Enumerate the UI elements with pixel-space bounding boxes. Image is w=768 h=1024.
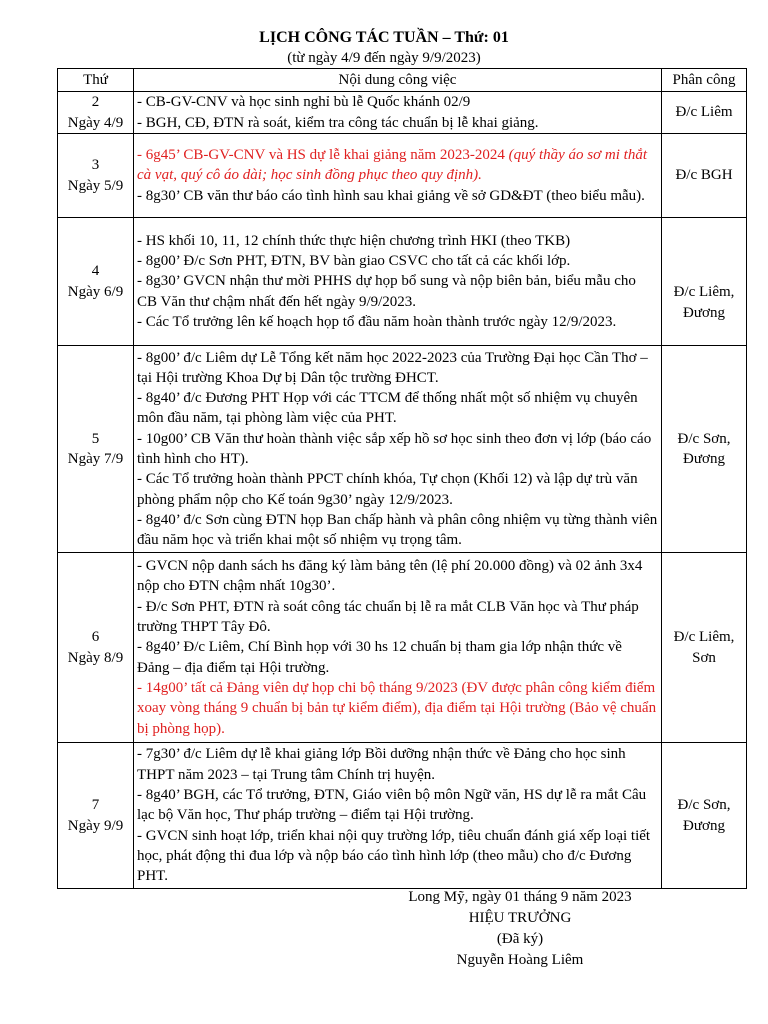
content-cell	[134, 346, 662, 553]
table-row	[58, 218, 747, 346]
table-row	[58, 134, 747, 218]
highlighted-task-note: (quý thầy áo sơ mi thắt cà vạt, quý cô áo dài; học sinh đồng phục theo quy định).	[137, 147, 647, 184]
content-cell	[134, 92, 662, 134]
assign-cell	[662, 743, 747, 889]
assign-cell	[662, 553, 747, 743]
day-cell	[58, 553, 134, 743]
signature-block	[380, 887, 660, 971]
table-header-row	[58, 69, 747, 92]
highlighted-task-item	[137, 145, 658, 186]
assignee: Đương	[683, 451, 725, 467]
weekday-number: 6	[91, 629, 100, 646]
task-item: - Đ/c Sơn PHT, ĐTN rà soát công tác chuẩn bị lễ ra mắt CLB Văn học và Thư pháp trường THPT Tây Đô.	[137, 598, 639, 636]
task-item: - Các Tổ trưởng lên kế hoạch họp tổ đầu năm hoàn thành trước ngày 12/9/2023.	[137, 313, 617, 330]
highlighted-task-text: - 6g45’ CB-GV-CNV và HS dự lễ khai giảng năm 2023-2024	[137, 147, 509, 164]
assignee: Đương	[683, 304, 725, 321]
header-day: Thứ	[58, 69, 134, 92]
highlighted-task-item: - 14g00’ tất cả Đảng viên dự họp chi bộ tháng 9/2023 (ĐV được phân công kiểm điểm xoay vòng tháng 9 chuẩn bị bản tự kiểm điểm), địa điểm tại Hội trường (Bảo vệ chuẩn bị phòng họp).	[137, 679, 657, 737]
header-assign: Phân công	[662, 69, 747, 92]
assign-cell	[662, 218, 747, 346]
task-item: - BGH, CĐ, ĐTN rà soát, kiểm tra công tác chuẩn bị lễ khai giảng.	[137, 114, 539, 131]
table-row	[58, 346, 747, 553]
task-item: - 8g40’ đ/c Đương PHT Họp với các TTCM để thống nhất một số nhiệm vụ chuyên môn đầu năm, tại phòng làm việc của PHT.	[137, 390, 638, 427]
assignee: Đ/c BGH	[675, 167, 733, 184]
day-cell	[58, 346, 134, 553]
task-item: - 7g30’ đ/c Liêm dự lễ khai giảng lớp Bồi dưỡng nhận thức về Đảng cho học sinh THPT năm 2023 – tại Trung tâm Chính trị huyện.	[137, 746, 626, 783]
assignee: Đ/c Liêm,	[673, 629, 735, 646]
assignee: Sơn	[692, 649, 716, 666]
document-title: LỊCH CÔNG TÁC TUẦN – Thứ: 01	[259, 29, 509, 46]
content-cell	[134, 553, 662, 743]
assign-cell	[662, 346, 747, 553]
task-item: - 8g00’ đ/c Liêm dự Lễ Tổng kết năm học 2022-2023 của Trường Đại học Cần Thơ – tại Hội trường Khoa Dự bị Dân tộc trường ĐHCT.	[137, 349, 648, 386]
day-date: Ngày 4/9	[67, 114, 124, 131]
task-item: - HS khối 10, 11, 12 chính thức thực hiện chương trình HKI (theo TKB)	[137, 232, 571, 249]
assign-cell	[662, 92, 747, 134]
assignee: Đ/c Liêm	[675, 104, 733, 121]
place-date: Long Mỹ, ngày 01 tháng 9 năm 2023	[408, 889, 632, 905]
day-date: Ngày 6/9	[67, 283, 124, 300]
weekday-number: 2	[91, 94, 100, 111]
task-item: - 8g00’ Đ/c Sơn PHT, ĐTN, BV bàn giao CSVC cho tất cả các khối lớp.	[137, 253, 571, 270]
day-cell	[58, 218, 134, 346]
assignee: Đương	[683, 817, 725, 834]
weekday-number: 5	[91, 430, 100, 447]
task-item: - CB-GV-CNV và học sinh nghỉ bù lễ Quốc khánh 02/9	[137, 94, 471, 111]
day-date: Ngày 9/9	[67, 817, 124, 834]
table-row	[58, 92, 747, 134]
signer-position: HIỆU TRƯỞNG	[468, 910, 572, 926]
table-row	[58, 743, 747, 889]
table-row	[58, 553, 747, 743]
assignee: Đ/c Sơn,	[677, 430, 731, 447]
content-cell	[134, 134, 662, 218]
task-item: - 10g00’ CB Văn thư hoàn thành việc sắp xếp hồ sơ học sinh theo đơn vị lớp (báo cáo tình hình cho HT).	[137, 430, 652, 467]
day-cell	[58, 92, 134, 134]
day-date: Ngày 8/9	[67, 649, 124, 666]
assign-cell	[662, 134, 747, 218]
content-cell	[134, 743, 662, 889]
task-item: - Các Tổ trưởng hoàn thành PPCT chính khóa, Tự chọn (Khối 12) và lập dự trù văn phòng phẩm nộp cho Kế toán 9g30’ ngày 12/9/2023.	[137, 471, 638, 508]
signed-note: (Đã ký)	[496, 931, 544, 947]
task-item: - 8g40’ Đ/c Liêm, Chí Bình họp với 30 hs 12 chuẩn bị tham gia lớp nhận thức về Đảng – địa điểm tại Hội trường.	[137, 639, 622, 676]
day-date: Ngày 5/9	[67, 177, 124, 194]
task-item: - GVCN nộp danh sách hs đăng ký làm bảng tên (lệ phí 20.000 đồng) và 02 ảnh 3x4 nộp cho ĐTN chậm nhất 10g30’.	[137, 558, 643, 595]
assignee: Đ/c Liêm,	[673, 284, 735, 301]
weekday-number: 4	[91, 263, 100, 280]
task-item: - 8g40’ đ/c Sơn cùng ĐTN họp Ban chấp hành và phân công nhiệm vụ từng thành viên đầu năm học và triển khai một số nhiệm vụ trọng tâm.	[137, 511, 658, 549]
content-cell	[134, 218, 662, 346]
schedule-table	[57, 68, 747, 889]
signer-name: Nguyễn Hoàng Liêm	[456, 952, 584, 968]
day-cell	[58, 134, 134, 218]
day-cell	[58, 743, 134, 889]
header-content: Nội dung công việc	[134, 69, 662, 92]
weekday-number: 3	[91, 157, 100, 174]
day-date: Ngày 7/9	[67, 451, 124, 467]
task-item: - 8g40’ BGH, các Tổ trưởng, ĐTN, Giáo viên bộ môn Ngữ văn, HS dự lễ ra mắt Câu lạc bộ Văn học, Thư pháp trường – điểm tại Hội trường.	[137, 787, 647, 824]
task-item: - 8g30’ CB văn thư báo cáo tình hình sau khai giảng về sở GD&ĐT (theo biểu mẫu).	[137, 187, 645, 204]
assignee: Đ/c Sơn,	[677, 797, 731, 814]
task-item: - GVCN sinh hoạt lớp, triển khai nội quy trường lớp, tiêu chuẩn đánh giá xếp loại tiết học, phát động thi đua lớp và nộp báo cáo tình hình lớp (theo mẫu) cho đ/c Đương PHT.	[137, 827, 651, 885]
task-item: - 8g30’ GVCN nhận thư mời PHHS dự họp bổ sung và nộp biên bản, biểu mẫu cho CB Văn thư chậm nhất đến hết ngày 9/9/2023.	[137, 273, 636, 310]
document-subtitle: (từ ngày 4/9 đến ngày 9/9/2023)	[287, 50, 481, 66]
weekday-number: 7	[91, 797, 100, 814]
